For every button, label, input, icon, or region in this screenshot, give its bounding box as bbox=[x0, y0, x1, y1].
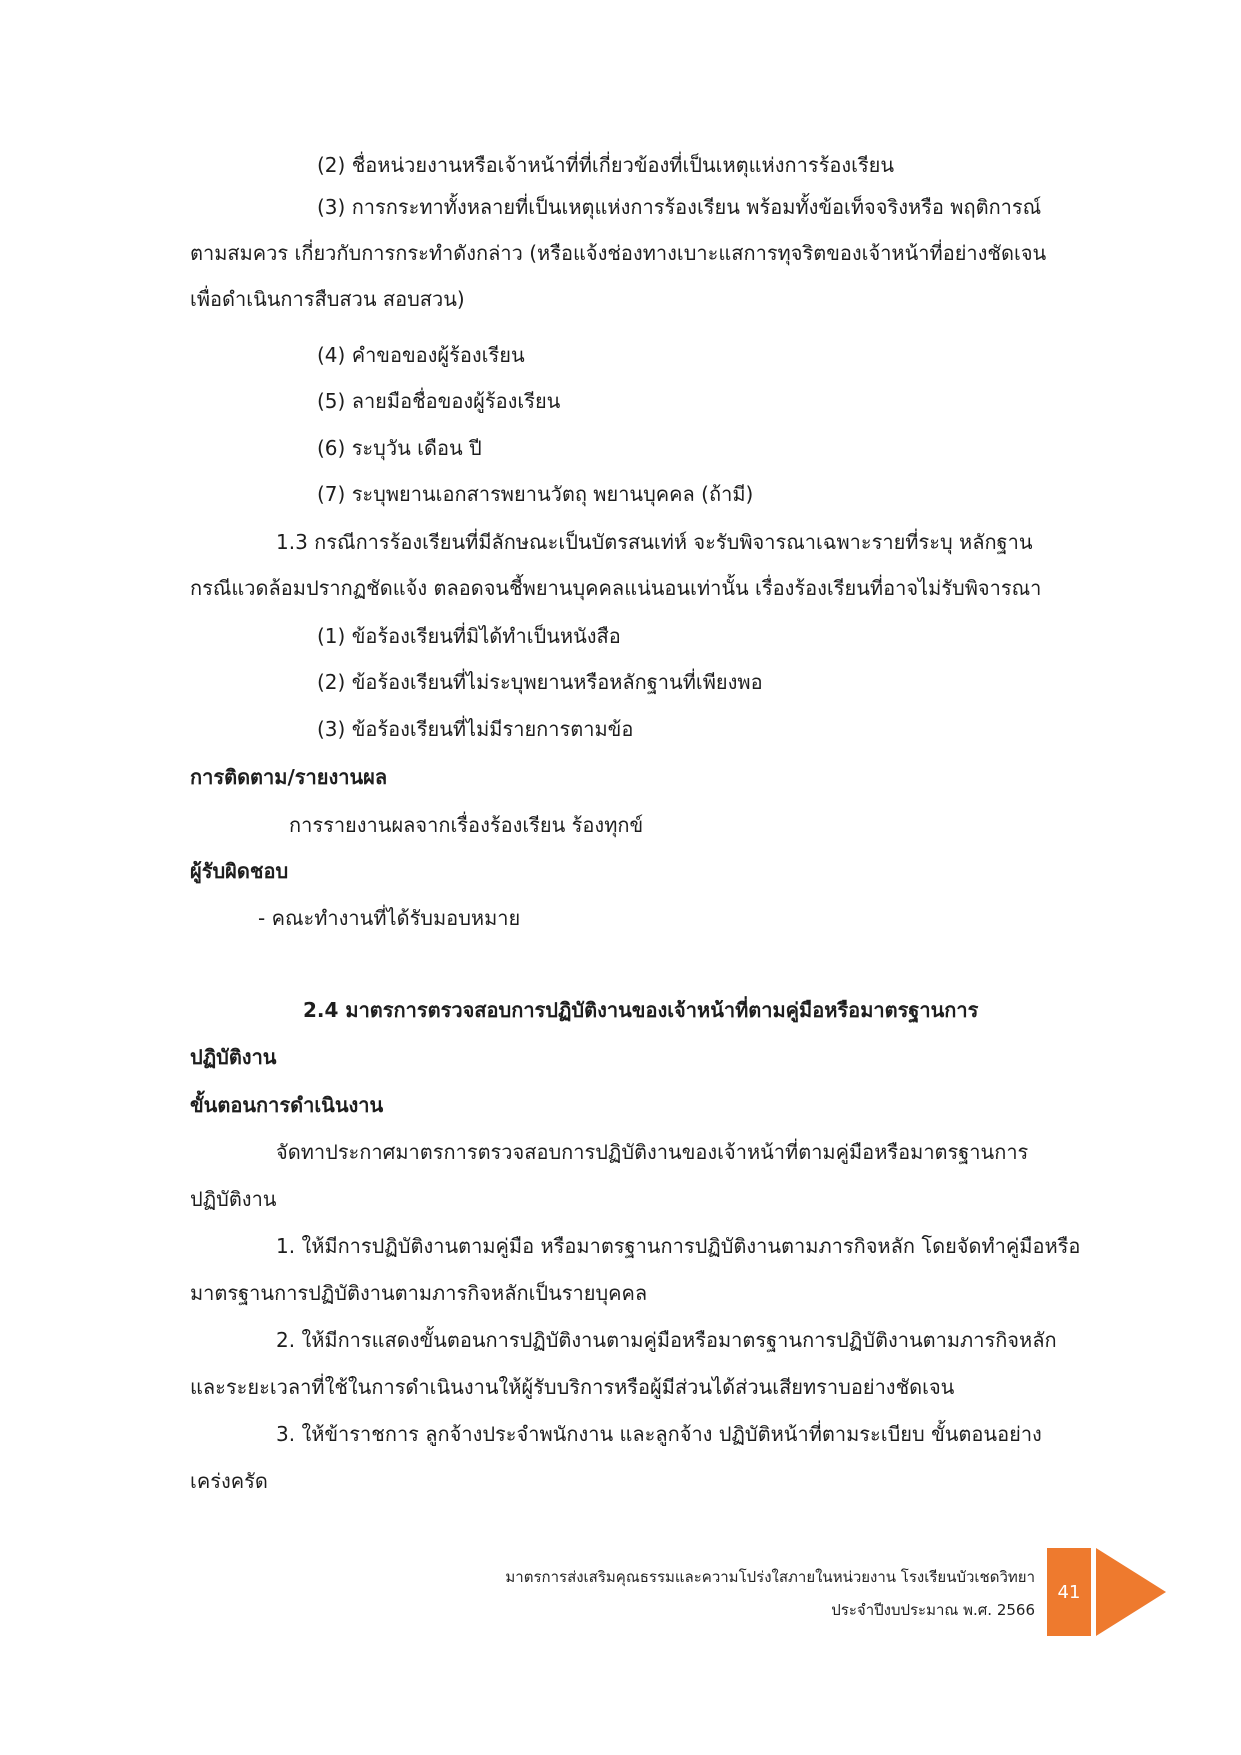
body-line: มาตรฐานการปฏิบัติงานตามภารกิจหลักเป็นรายบุคคล bbox=[190, 1281, 648, 1305]
body-line: เพื่อดำเนินการสืบสวน สอบสวน) bbox=[190, 287, 465, 311]
body-line: (1) ข้อร้องเรียนที่มิได้ทำเป็นหนังสือ bbox=[317, 624, 621, 648]
page-number: 41 bbox=[1047, 1548, 1091, 1636]
body-line: (6) ระบุวัน เดือน ปี bbox=[317, 436, 482, 460]
body-line: (5) ลายมือชื่อของผู้ร้องเรียน bbox=[317, 389, 561, 413]
body-line: กรณีแวดล้อมปรากฏชัดแจ้ง ตลอดจนชี้พยานบุคคลแน่นอนเท่านั้น เรื่องร้องเรียนที่อาจไม่รับพิจารณา bbox=[190, 576, 1042, 600]
section-title: 2.4 มาตรการตรวจสอบการปฏิบัติงานของเจ้าหน้าที่ตามคู่มือหรือมาตรฐานการ bbox=[303, 998, 979, 1022]
body-line: (2) ชื่อหน่วยงานหรือเจ้าหน้าที่ที่เกี่ยวข้องที่เป็นเหตุแห่งการร้องเรียน bbox=[317, 153, 895, 177]
body-line: จัดทาประกาศมาตรการตรวจสอบการปฏิบัติงานของเจ้าหน้าที่ตามคู่มือหรือมาตรฐานการ bbox=[276, 1140, 1029, 1164]
section-heading: การติดตาม/รายงานผล bbox=[190, 765, 388, 789]
body-line: ปฏิบัติงาน bbox=[190, 1187, 277, 1211]
body-line: และระยะเวลาที่ใช้ในการดำเนินงานให้ผู้รับบริการหรือผู้มีส่วนได้ส่วนเสียทราบอย่างชัดเจน bbox=[190, 1375, 955, 1399]
body-line: (3) การกระทาทั้งหลายที่เป็นเหตุแห่งการร้องเรียน พร้อมทั้งข้อเท็จจริงหรือ พฤติการณ์ bbox=[317, 195, 1042, 219]
body-line: - คณะทำงานที่ได้รับมอบหมาย bbox=[258, 906, 521, 930]
section-heading: ขั้นตอนการดำเนินงาน bbox=[190, 1093, 384, 1117]
page-arrow-icon bbox=[1096, 1548, 1166, 1636]
body-line: (2) ข้อร้องเรียนที่ไม่ระบุพยานหรือหลักฐานที่เพียงพอ bbox=[317, 670, 763, 694]
body-line: ตามสมควร เกี่ยวกับการกระทำดังกล่าว (หรือแจ้งช่องทางเบาะแสการทุจริตของเจ้าหน้าที่อย่างชัดเจน bbox=[190, 241, 1047, 265]
section-heading: ผู้รับผิดชอบ bbox=[190, 859, 289, 883]
body-line: 2. ให้มีการแสดงขั้นตอนการปฏิบัติงานตามคู่มือหรือมาตรฐานการปฏิบัติงานตามภารกิจหลัก bbox=[276, 1328, 1057, 1352]
body-line: (7) ระบุพยานเอกสารพยานวัตถุ พยานบุคคล (ถ้ามี) bbox=[317, 482, 754, 506]
body-line: การรายงานผลจากเรื่องร้องเรียน ร้องทุกข์ bbox=[289, 813, 644, 837]
body-line: (4) คำขอของผู้ร้องเรียน bbox=[317, 343, 525, 367]
body-line: 3. ให้ข้าราชการ ลูกจ้างประจำพนักงาน และลูกจ้าง ปฏิบัติหน้าที่ตามระเบียบ ขั้นตอนอย่าง bbox=[276, 1422, 1042, 1446]
body-line: เคร่งครัด bbox=[190, 1469, 268, 1493]
section-title-cont: ปฏิบัติงาน bbox=[190, 1045, 277, 1069]
footer-title: มาตรการส่งเสริมคุณธรรมและความโปร่งใสภายในหน่วยงาน โรงเรียนบัวเชดวิทยา bbox=[505, 1568, 1035, 1586]
body-line: 1.3 กรณีการร้องเรียนที่มีลักษณะเป็นบัตรสนเท่ห์ จะรับพิจารณาเฉพาะรายที่ระบุ หลักฐาน bbox=[276, 530, 1033, 554]
footer-subtitle: ประจำปีงบประมาณ พ.ศ. 2566 bbox=[831, 1601, 1035, 1619]
body-line: (3) ข้อร้องเรียนที่ไม่มีรายการตามข้อ bbox=[317, 717, 634, 741]
body-line: 1. ให้มีการปฏิบัติงานตามคู่มือ หรือมาตรฐานการปฏิบัติงานตามภารกิจหลัก โดยจัดทำคู่มือหรือ bbox=[276, 1234, 1081, 1258]
